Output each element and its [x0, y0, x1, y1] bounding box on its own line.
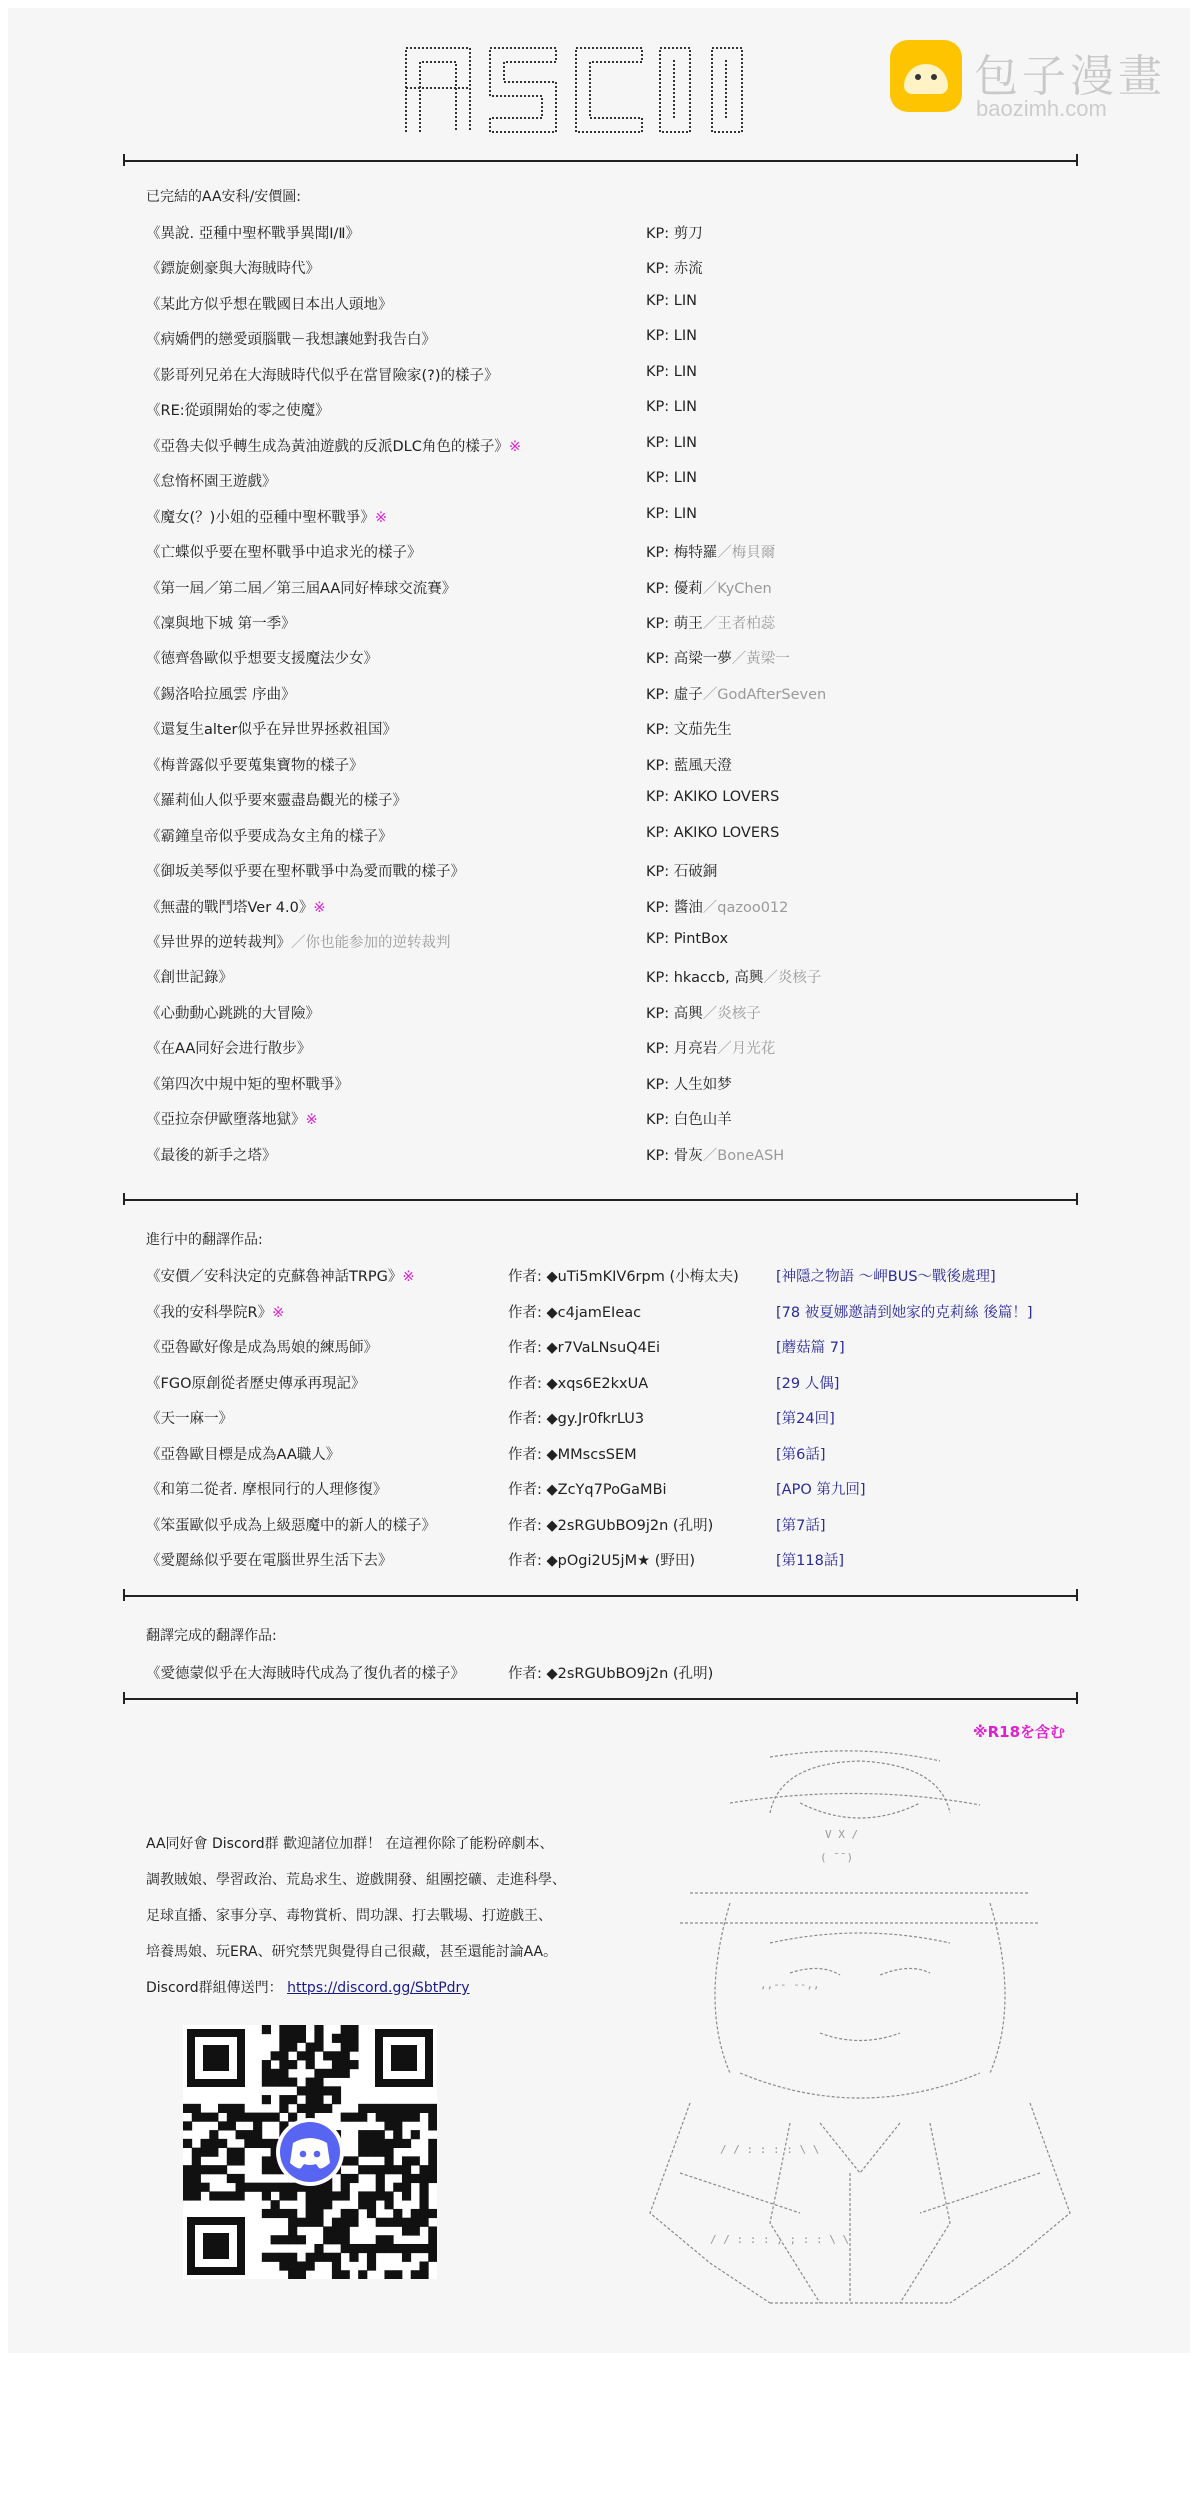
- title-text: 《德齊魯歐似乎想要支援魔法少女》: [146, 651, 378, 668]
- kp-credit: [646, 1002, 761, 1023]
- list-item: [146, 364, 1086, 388]
- list-item: [146, 647, 1086, 671]
- item-title[interactable]: [146, 825, 393, 846]
- title-text: 《天一麻一》: [146, 1411, 233, 1427]
- progress-link[interactable]: [第6話]: [776, 1446, 826, 1463]
- kp-credit: [646, 577, 772, 598]
- kp-name: KP: AKIKO LOVERS: [646, 789, 780, 806]
- item-title[interactable]: [146, 1073, 349, 1094]
- item-title[interactable]: [146, 647, 378, 668]
- kp-name: KP: hkaccb, 高興: [646, 970, 764, 987]
- kp-credit: [646, 399, 697, 415]
- list-item: [146, 1514, 1086, 1538]
- title-text: 《無盡的戰鬥塔Ver 4.0》: [146, 899, 314, 916]
- list-item: [146, 1662, 1086, 1686]
- kp-alt: ／qazoo012: [702, 899, 789, 916]
- item-title[interactable]: [146, 577, 456, 598]
- kp-credit: [646, 1037, 775, 1058]
- discord-logo-icon: [276, 2118, 344, 2186]
- r18-mark: ※: [402, 1269, 415, 1285]
- kp-name: KP: 虛子: [646, 686, 703, 703]
- discord-line: 足球直播、家事分享、毒物賞析、問功課、打去戰場、打遊戲王、: [146, 1908, 552, 1924]
- list-item: [146, 470, 1086, 494]
- list-item: [146, 1144, 1086, 1168]
- kp-credit: [646, 222, 703, 243]
- discord-link-label: Discord群組傳送門：: [146, 1980, 283, 1996]
- list-item: [146, 860, 1086, 884]
- progress-link[interactable]: [第118話]: [776, 1553, 844, 1569]
- item-title[interactable]: [146, 931, 451, 952]
- item-title[interactable]: [146, 1336, 378, 1357]
- kp-credit: [646, 789, 779, 805]
- svg-text:V X /: V X /: [825, 1828, 859, 1841]
- progress-link[interactable]: [神隱之物語 ～岬BUS～戰後處理]: [776, 1269, 996, 1285]
- discord-line: 培養馬娘、玩ERA、研究禁咒與覺得自己很藏，甚至還能討論AA。: [146, 1944, 558, 1960]
- item-title[interactable]: [146, 364, 499, 385]
- discord-link-row: [146, 1970, 626, 2006]
- title-text: 《某此方似乎想在戰國日本出人頭地》: [146, 296, 393, 313]
- title-text: 《凜與地下城 第一季》: [146, 615, 296, 632]
- item-title[interactable]: [146, 612, 296, 633]
- list-item: [146, 1336, 1086, 1360]
- title-text: 《亞魯歐好像是成為馬娘的練馬師》: [146, 1340, 378, 1356]
- item-title[interactable]: [146, 1443, 340, 1464]
- kp-credit: [646, 541, 775, 562]
- completed-heading: 已完結的AA安科/安價圖:: [146, 189, 301, 205]
- title-text: 《病嬌們的戀愛頭腦戰－我想讓她對我告白》: [146, 332, 436, 349]
- item-title[interactable]: [146, 1002, 320, 1023]
- author-credit: 作者: ◆r7VaLNsuQ4Ei: [508, 1340, 661, 1356]
- kp-name: KP: AKIKO LOVERS: [646, 824, 780, 841]
- kp-credit: [646, 718, 732, 739]
- progress-link[interactable]: [78 被夏娜邀請到她家的克莉絲 後篇！]: [776, 1304, 1033, 1321]
- item-title[interactable]: [146, 1265, 415, 1286]
- divider: [123, 1199, 1078, 1201]
- kp-credit: [646, 328, 697, 344]
- author-credit: 作者: ◆ZcYq7PoGaMBi: [508, 1482, 667, 1498]
- kp-name: KP: 優莉: [646, 580, 703, 597]
- divider: [123, 1698, 1078, 1700]
- kp-credit: [646, 435, 697, 451]
- title-text: 《和第二從者. 摩根同行的人理修復》: [146, 1482, 388, 1498]
- ongoing-heading: 進行中的翻譯作品:: [146, 1232, 263, 1248]
- author-credit: 作者: ◆xqs6E2kxUA: [508, 1375, 649, 1392]
- list-item: [146, 896, 1086, 920]
- kp-name: KP: 醬油: [646, 899, 703, 916]
- r18-note: ※R18を含む: [973, 1723, 1066, 1741]
- kp-name: KP: 白色山羊: [646, 1112, 732, 1129]
- list-item: [146, 1002, 1086, 1026]
- item-title[interactable]: [146, 1549, 393, 1570]
- ascii-art-character: [620, 1743, 1100, 2333]
- title-text: 《心動動心跳跳的大冒險》: [146, 1005, 320, 1022]
- r18-mark: ※: [305, 1112, 318, 1129]
- list-item: [146, 612, 1086, 636]
- title-text: 《我的安科學院R》: [146, 1304, 273, 1321]
- svg-text:,,-‐ ‐-,,: ,,-‐ ‐-,,: [760, 1978, 820, 1991]
- list-item: [146, 825, 1086, 849]
- list-item: [146, 754, 1086, 778]
- list-item: [146, 931, 1086, 955]
- kp-credit: [646, 257, 703, 278]
- kp-credit: [646, 683, 826, 704]
- author-credit: 作者: ◆2sRGUbBO9j2n (孔明): [508, 1666, 714, 1682]
- kp-alt: ／炎核子: [763, 970, 822, 987]
- progress-link[interactable]: [蘑菇篇 7]: [776, 1340, 845, 1356]
- kp-credit: [646, 612, 775, 633]
- list-item: [146, 328, 1086, 352]
- kp-alt: ／KyChen: [702, 580, 772, 597]
- title-text: 《异世界的逆转裁判》: [146, 935, 291, 951]
- title-text: 《創世記錄》: [146, 970, 233, 987]
- kp-name: KP: 萌王: [646, 615, 703, 632]
- translated-heading: 翻譯完成的翻譯作品:: [146, 1628, 277, 1644]
- svg-text:/ / : : : ; ; : : \ \: / / : : : ; ; : : \ \: [710, 2233, 850, 2246]
- r18-mark: ※: [313, 899, 326, 916]
- title-text: 《安價／安科決定的克蘇魯神話TRPG》: [146, 1269, 403, 1285]
- list-item: [146, 1301, 1086, 1325]
- title-text: 《鏢旋劍豪與大海賊時代》: [146, 261, 320, 278]
- title-text: 《第四次中規中矩的聖杯戰爭》: [146, 1076, 349, 1093]
- r18-mark: ※: [508, 438, 522, 455]
- kp-alt: ／王者柏蕊: [702, 615, 776, 632]
- list-item: [146, 257, 1086, 281]
- kp-name: KP: LIN: [646, 363, 697, 380]
- kp-credit: [646, 647, 790, 668]
- kp-name: KP: 文茄先生: [646, 722, 732, 739]
- content-panel: [8, 8, 1190, 2353]
- item-title[interactable]: [146, 506, 387, 527]
- kp-credit: [646, 293, 697, 309]
- item-title[interactable]: [146, 896, 326, 917]
- list-item: [146, 541, 1086, 565]
- kp-credit: [646, 896, 788, 917]
- kp-credit: [646, 966, 821, 987]
- kp-credit: [646, 470, 697, 486]
- kp-credit: [646, 931, 728, 947]
- kp-credit: [646, 1073, 732, 1094]
- item-title[interactable]: [146, 966, 233, 987]
- title-text: 《御坂美琴似乎要在聖杯戰爭中為愛而戰的樣子》: [146, 864, 465, 881]
- list-item: [146, 1407, 1086, 1431]
- kp-name: KP: 高梁一夢: [646, 651, 732, 668]
- title-text: 《第一屆／第二屆／第三屆AA同好棒球交流賽》: [146, 580, 457, 597]
- divider: [123, 1595, 1078, 1597]
- kp-credit: [646, 825, 779, 841]
- kp-credit: [646, 1144, 784, 1165]
- kp-name: KP: 高興: [646, 1005, 703, 1022]
- title-text: 《錫洛哈拉風雲 序曲》: [146, 686, 296, 703]
- list-item: [146, 966, 1086, 990]
- item-title[interactable]: [146, 1108, 318, 1129]
- kp-name: KP: LIN: [646, 399, 697, 416]
- item-title[interactable]: [146, 222, 360, 243]
- list-item: [146, 1037, 1086, 1061]
- kp-alt: ／炎核子: [702, 1005, 761, 1022]
- item-title[interactable]: [146, 435, 521, 456]
- item-title[interactable]: [146, 683, 296, 704]
- list-item: [146, 1372, 1086, 1396]
- title-text: 《異說. 亞種中聖杯戰爭異聞Ⅰ/Ⅱ》: [146, 226, 361, 242]
- list-item: [146, 1108, 1086, 1132]
- item-title[interactable]: [146, 718, 397, 739]
- title-text: 《笨蛋歐似乎成為上級惡魔中的新人的樣子》: [146, 1517, 436, 1534]
- author-credit: 作者: ◆gy.Jr0fkrLU3: [508, 1411, 645, 1427]
- item-title[interactable]: [146, 470, 277, 491]
- kp-name: KP: LIN: [646, 434, 697, 451]
- title-text: 《最後的新手之塔》: [146, 1147, 277, 1164]
- list-item: [146, 1549, 1086, 1573]
- title-text: 《羅莉仙人似乎要來靈盡島觀光的樣子》: [146, 793, 407, 810]
- item-title[interactable]: [146, 789, 407, 810]
- list-item: [146, 577, 1086, 601]
- title-text: 《還复生alter似乎在异世界拯救祖国》: [146, 722, 397, 739]
- kp-name: KP: LIN: [646, 470, 697, 487]
- kp-name: KP: LIN: [646, 505, 697, 522]
- author-credit: 作者: ◆pOgi2U5jM★ (野田): [508, 1553, 696, 1569]
- title-text: 《亞拉奈伊歐墮落地獄》: [146, 1112, 306, 1129]
- progress-link[interactable]: [第7話]: [776, 1517, 826, 1534]
- kp-alt: ／黃梁一: [731, 651, 790, 668]
- title-text: 《亞魯夫似乎轉生成為黃油遊戲的反派DLC角色的樣子》: [146, 438, 509, 455]
- brand-name: 包子漫畫: [974, 51, 1166, 102]
- item-title[interactable]: [146, 257, 320, 278]
- kp-alt: ／月光花: [717, 1041, 776, 1058]
- item-title[interactable]: [146, 541, 422, 562]
- list-item: [146, 1478, 1086, 1502]
- list-item: [146, 789, 1086, 813]
- list-item: [146, 1443, 1086, 1467]
- progress-link[interactable]: [第24回]: [776, 1411, 835, 1427]
- discord-link[interactable]: https://discord.gg/SbtPdry: [287, 1980, 470, 1996]
- title-text: 《亡蝶似乎要在聖杯戰爭中追求光的樣子》: [146, 545, 422, 562]
- kp-name: KP: 人生如梦: [646, 1076, 732, 1093]
- title-text: 《在AA同好会进行散步》: [146, 1041, 312, 1058]
- brand-watermark: [890, 38, 1190, 128]
- progress-link[interactable]: [APO 第九回]: [776, 1482, 866, 1498]
- item-title[interactable]: [146, 1372, 366, 1393]
- title-text: 《亞魯歐目標是成為AA職人》: [146, 1446, 341, 1463]
- author-credit: 作者: ◆2sRGUbBO9j2n (孔明): [508, 1517, 714, 1534]
- item-title[interactable]: [146, 860, 465, 881]
- kp-alt: ／梅貝爾: [717, 545, 776, 562]
- kp-name: KP: 赤流: [646, 261, 703, 278]
- kp-alt: ／BoneASH: [702, 1147, 785, 1164]
- title-text: 《魔女(？)小姐的亞種中聖杯戰爭》: [146, 509, 375, 526]
- item-title[interactable]: [146, 1478, 387, 1499]
- title-text: 《FGO原創從者歷史傳承再現記》: [146, 1375, 366, 1392]
- qr-code[interactable]: [183, 2025, 437, 2279]
- kp-credit: [646, 506, 697, 522]
- title-text: 《梅普露似乎要蒐集寶物的樣子》: [146, 757, 364, 774]
- kp-name: KP: 藍風天澄: [646, 757, 732, 774]
- title-text: 《怠惰杯園王遊戲》: [146, 474, 277, 491]
- kp-credit: [646, 1108, 732, 1129]
- item-title[interactable]: [146, 1144, 277, 1165]
- kp-alt: ／GodAfterSeven: [702, 686, 827, 703]
- kp-name: KP: 梅特羅: [646, 545, 718, 562]
- list-item: [146, 683, 1086, 707]
- list-item: [146, 1073, 1086, 1097]
- item-title[interactable]: [146, 328, 436, 349]
- list-item: [146, 399, 1086, 423]
- svg-text:( ̄ ̄ ): ( ̄ ̄ ): [820, 1851, 854, 1864]
- kp-name: KP: LIN: [646, 292, 697, 309]
- item-title[interactable]: [146, 293, 393, 314]
- brand-url: baozimh.com: [976, 96, 1107, 121]
- list-item: [146, 435, 1086, 459]
- item-title[interactable]: 《愛德蒙似乎在大海賊時代成為了復仇者的樣子》: [146, 1666, 465, 1682]
- kp-credit: [646, 860, 717, 881]
- author-credit: 作者: ◆uTi5mKIV6rpm (小梅太夫): [508, 1269, 739, 1285]
- author-credit: 作者: ◆MMscsSEM: [508, 1446, 637, 1463]
- kp-name: KP: 剪刀: [646, 226, 703, 242]
- list-item: [146, 293, 1086, 317]
- list-item: [146, 506, 1086, 530]
- title-text: 《RE:從頭開始的零之使魔》: [146, 403, 330, 420]
- kp-name: KP: 骨灰: [646, 1147, 703, 1164]
- kp-name: KP: LIN: [646, 328, 697, 345]
- item-title[interactable]: [146, 754, 364, 775]
- kp-credit: [646, 364, 697, 380]
- list-item: [146, 222, 1086, 246]
- r18-mark: ※: [272, 1304, 285, 1321]
- ascii-logo-title: [398, 30, 798, 140]
- item-title[interactable]: [146, 1407, 233, 1428]
- title-text: 《愛麗絲似乎要在電腦世界生活下去》: [146, 1553, 393, 1569]
- list-item: [146, 1265, 1086, 1289]
- kp-name: KP: 月亮岩: [646, 1041, 718, 1058]
- r18-mark: ※: [374, 509, 387, 526]
- list-item: [146, 718, 1086, 742]
- item-title[interactable]: [146, 1301, 284, 1322]
- item-title[interactable]: [146, 399, 330, 420]
- title-alt: ／你也能参加的逆转裁判: [291, 935, 451, 951]
- discord-line: AA同好會 Discord群 歡迎諸位加群！ 在這裡你除了能粉碎劇本、: [146, 1836, 554, 1852]
- title-text: 《霸鐘皇帝似乎要成為女主角的樣子》: [146, 828, 393, 845]
- author-credit: 作者: ◆c4jamEIeac: [508, 1304, 642, 1321]
- divider: [123, 160, 1078, 162]
- kp-name: KP: PintBox: [646, 931, 729, 947]
- item-title[interactable]: [146, 1037, 311, 1058]
- title-text: 《影哥列兄弟在大海賊時代似乎在當冒險家(?)的樣子》: [146, 367, 499, 384]
- discord-promo: [146, 1826, 626, 2006]
- item-title[interactable]: [146, 1514, 436, 1535]
- progress-link[interactable]: [29 人偶]: [776, 1375, 840, 1392]
- svg-text:/ / : : : : \ \: / / : : : : \ \: [720, 2143, 820, 2156]
- discord-line: 調教賊娘、學習政治、荒島求生、遊戲開發、組團挖礦、走進科學、: [146, 1872, 566, 1888]
- kp-credit: [646, 754, 732, 775]
- steamed-bun-icon: [890, 40, 962, 112]
- kp-name: KP: 石破銅: [646, 864, 718, 881]
